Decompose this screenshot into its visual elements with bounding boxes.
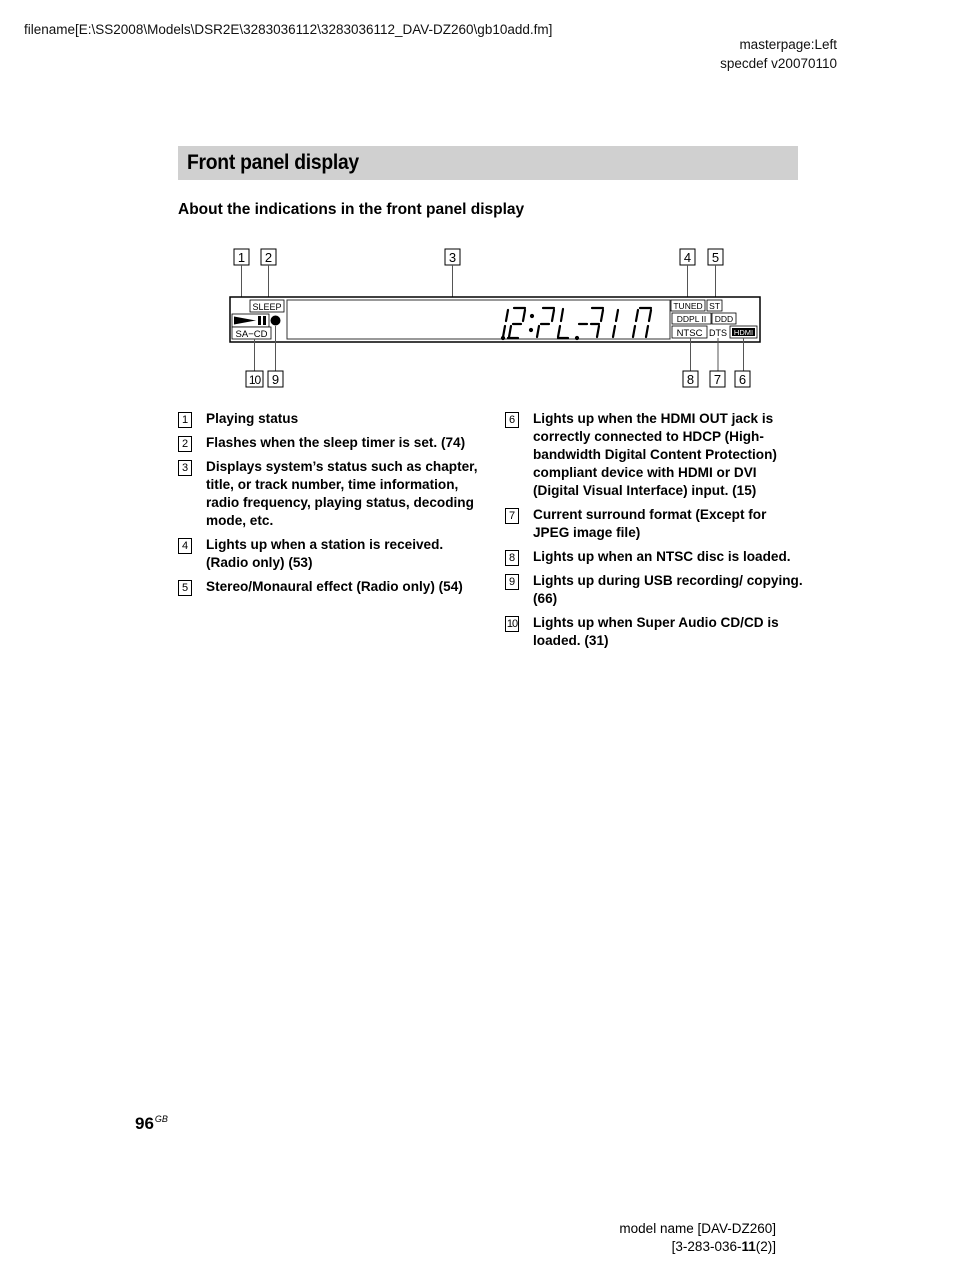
- ntsc-indicator: [672, 326, 707, 339]
- svg-text:SLEEP: SLEEP: [252, 302, 282, 312]
- tuned-indicator: [671, 300, 705, 311]
- record-icon: [271, 316, 281, 326]
- footer-code-suffix: (2)]: [755, 1239, 776, 1254]
- svg-text:DTS: DTS: [709, 328, 727, 338]
- list-item: [178, 458, 478, 530]
- front-panel-diagram: [220, 240, 765, 400]
- items-left-column: [178, 410, 478, 602]
- svg-text:8: 8: [686, 372, 695, 387]
- svg-text:3: 3: [448, 250, 457, 265]
- callout-2: [261, 249, 276, 300]
- list-item: [178, 578, 478, 596]
- svg-text:ST: ST: [709, 301, 720, 311]
- item-number: 5: [178, 580, 192, 596]
- sleep-indicator: [250, 300, 284, 312]
- item-text: Stereo/Monaural effect (Radio only) (54): [206, 579, 463, 594]
- display-inner-window: [287, 300, 670, 339]
- svg-text:6: 6: [738, 372, 747, 387]
- item-number: 10: [506, 618, 518, 630]
- callout-3: [445, 249, 460, 300]
- svg-text:10: 10: [248, 373, 261, 387]
- list-item: [505, 506, 805, 542]
- item-number: 7: [505, 508, 519, 524]
- item-text: Flashes when the sleep timer is set. (74): [206, 435, 466, 450]
- list-item: [178, 536, 478, 572]
- svg-text:2: 2: [264, 250, 273, 265]
- svg-text:5: 5: [711, 250, 720, 265]
- callout-7: [710, 338, 725, 387]
- callout-6: [735, 338, 750, 387]
- sacd-indicator: [232, 327, 271, 340]
- item-text: Lights up when Super Audio CD/CD is loaded. (31): [533, 615, 779, 648]
- item-text: Lights up when a station is received. (Radio only) (53): [206, 537, 444, 570]
- list-item: [505, 572, 805, 608]
- item-text: Lights up when the HDMI OUT jack is correctly connected to HDCP (High-bandwidth Digital Content Protection) compliant device with HDMI or DVI (Digital Visual Interface) input. (15): [533, 411, 777, 498]
- footer-model: model name [DAV-DZ260]: [619, 1221, 776, 1236]
- item-number: 8: [505, 550, 519, 566]
- svg-text:SA−CD: SA−CD: [235, 329, 268, 340]
- list-item: [505, 548, 805, 566]
- footer-code: [672, 1237, 776, 1257]
- item-number: 6: [505, 412, 519, 428]
- item-text: Displays system’s status such as chapter, title, or track number, time information, radio frequency, playing status, decoding mode, etc.: [206, 459, 478, 528]
- section-title-band: [178, 146, 798, 180]
- list-item: [505, 614, 805, 650]
- page-number-value: 96: [135, 1114, 154, 1133]
- header-specdef: specdef v20070110: [720, 56, 837, 71]
- svg-text:TUNED: TUNED: [673, 301, 703, 311]
- callout-5: [708, 249, 723, 300]
- svg-text:7: 7: [713, 372, 722, 387]
- svg-text:DDD: DDD: [714, 314, 734, 324]
- list-item: [505, 410, 805, 500]
- header-filename: filename[E:\SS2008\Models\DSR2E\3283036112\3283036112_DAV-DZ260\gb10add.fm]: [24, 22, 553, 37]
- svg-text:9: 9: [271, 372, 280, 387]
- footer-code-bold: 11: [741, 1239, 756, 1254]
- page-number-suffix: GB: [154, 1114, 168, 1124]
- play-pause-icon: [232, 314, 269, 327]
- dts-indicator: [709, 328, 727, 338]
- hdmi-indicator: [730, 326, 757, 338]
- item-number: 4: [178, 538, 192, 554]
- subheading: About the indications in the front panel display: [178, 201, 525, 218]
- stereo-indicator: [707, 300, 722, 311]
- callout-8: [683, 338, 698, 387]
- item-text: Lights up during USB recording/ copying. (66): [533, 573, 803, 606]
- ddd-indicator: [712, 313, 736, 324]
- item-number: 3: [178, 460, 192, 476]
- item-text: Lights up when an NTSC disc is loaded.: [533, 549, 791, 564]
- dolby-pl2-indicator: [672, 313, 711, 324]
- item-number: 1: [178, 412, 192, 428]
- page-number: [135, 1114, 168, 1134]
- item-text: Playing status: [206, 411, 299, 426]
- list-item: [178, 434, 478, 452]
- svg-text:1: 1: [237, 250, 246, 265]
- svg-text:HDMI: HDMI: [733, 328, 754, 337]
- front-panel-diagram-svg: [220, 240, 765, 395]
- svg-text:DDPL II: DDPL II: [676, 314, 707, 324]
- list-item: [178, 410, 478, 428]
- items-right-column: [505, 410, 805, 656]
- item-number: 2: [178, 436, 192, 452]
- svg-text:NTSC: NTSC: [676, 328, 703, 339]
- callout-10: [246, 339, 263, 387]
- header-masterpage: masterpage:Left: [739, 37, 837, 52]
- item-text: Current surround format (Except for JPEG image file): [533, 507, 767, 540]
- callout-4: [680, 249, 695, 300]
- footer-code-prefix: [3-283-036-: [671, 1239, 742, 1254]
- svg-text:4: 4: [683, 250, 692, 265]
- section-title: Front panel display: [187, 151, 359, 174]
- item-number: 9: [505, 574, 519, 590]
